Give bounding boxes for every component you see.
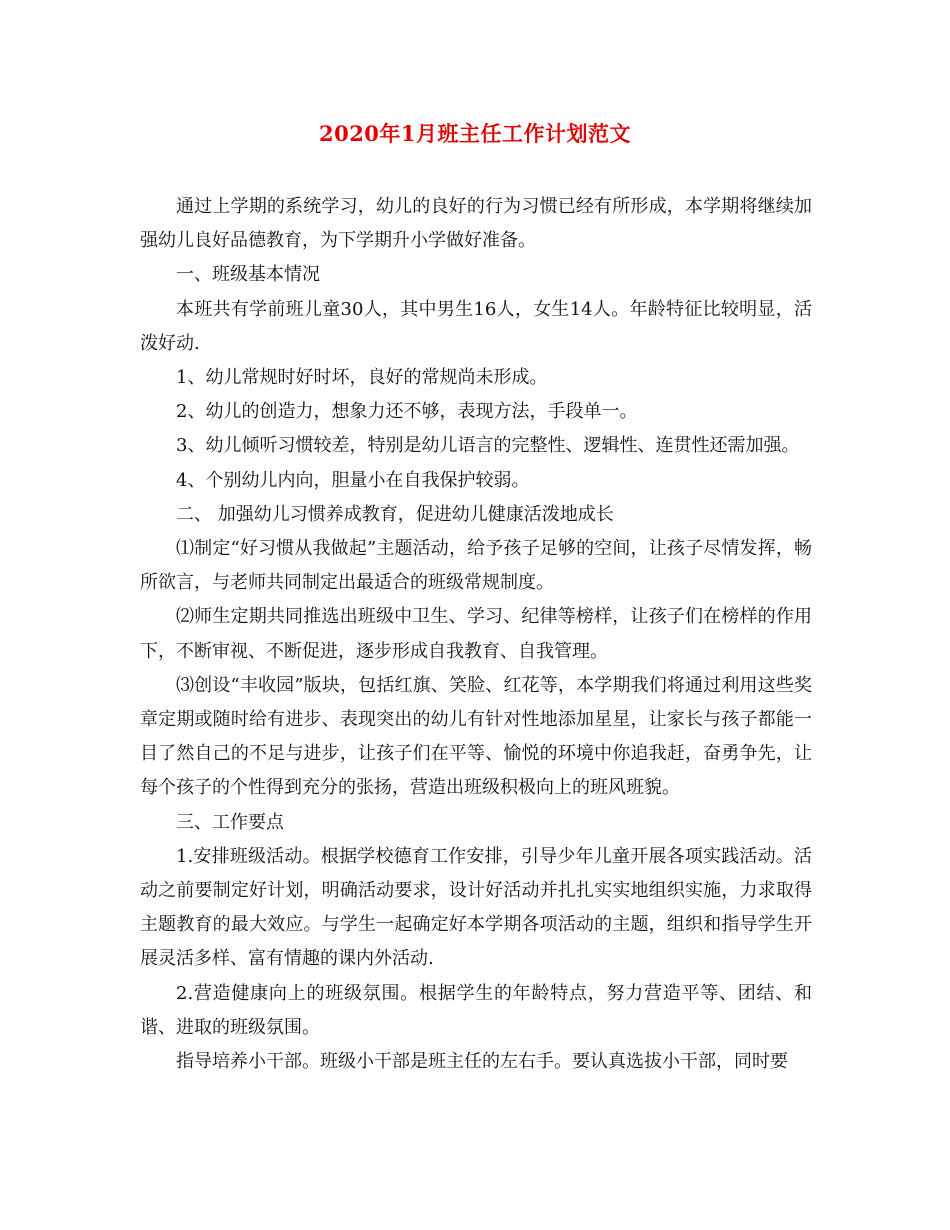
list-item-1: 1、幼儿常规时好时坏，良好的常规尚未形成。 xyxy=(176,367,548,389)
section-heading-2: 二、 加强幼儿习惯养成教育，促进幼儿健康活泼地成长 xyxy=(176,503,614,525)
list-item-3: 3、幼儿倾听习惯较差，特别是幼儿语言的完整性、逻辑性、连贯性还需加强。 xyxy=(176,435,800,457)
paragraph-habit-3: ⑶创设“丰收园”版块，包括红旗、笑脸、红花等，本学期我们将通过利用这些奖章定期或随时给有进步、表现突出的幼儿有针对性地添加星星，让家长与孩子都能一目了然自己的不足与进步，让孩子们在平等、愉悦的环境中你追我赶，奋勇争先，让每个孩子的个性得到充分的张扬，营造出班级积极向上的班风班貌。 xyxy=(140,674,812,799)
section-heading-1: 一、班级基本情况 xyxy=(176,264,320,286)
document-title: 2020年1月班主任工作计划范文 xyxy=(318,121,632,146)
list-item-2: 2、幼儿的创造力，想象力还不够，表现方法，手段单一。 xyxy=(176,401,638,423)
section-heading-3: 三、工作要点 xyxy=(176,811,284,833)
paragraph-habit-1: ⑴制定“好习惯从我做起”主题活动，给予孩子足够的空间，让孩子尽情发挥，畅所欲言，与老师共同制定出最适合的班级常规制度。 xyxy=(140,538,812,594)
document-body xyxy=(140,190,812,1079)
paragraph-intro: 通过上学期的系统学习，幼儿的良好的行为习惯已经有所形成，本学期将继续加强幼儿良好品德教育，为下学期升小学做好准备。 xyxy=(140,196,812,252)
list-item-4: 4、个别幼儿内向，胆量小在自我保护较弱。 xyxy=(176,469,530,491)
paragraph-work-2: 2.营造健康向上的班级氛围。根据学生的年龄特点，努力营造平等、团结、和谐、进取的班级氛围。 xyxy=(140,982,812,1038)
paragraph-work-1: 1.安排班级活动。根据学校德育工作安排，引导少年儿童开展各项实践活动。活动之前要制定好计划，明确活动要求，设计好活动并扎扎实实地组织实施，力求取得主题教育的最大效应。与学生一起确定好本学期各项活动的主题，组织和指导学生开展灵活多样、富有情趣的课内外活动. xyxy=(140,845,812,970)
paragraph-class-info: 本班共有学前班儿童30人，其中男生16人，女生14人。年龄特征比较明显，活泼好动. xyxy=(140,298,812,354)
paragraph-habit-2: ⑵师生定期共同推选出班级中卫生、学习、纪律等榜样，让孩子们在榜样的作用下，不断审视、不断促进，逐步形成自我教育、自我管理。 xyxy=(140,606,812,662)
paragraph-work-3: 指导培养小干部。班级小干部是班主任的左右手。要认真选拔小干部，同时要 xyxy=(176,1051,788,1073)
